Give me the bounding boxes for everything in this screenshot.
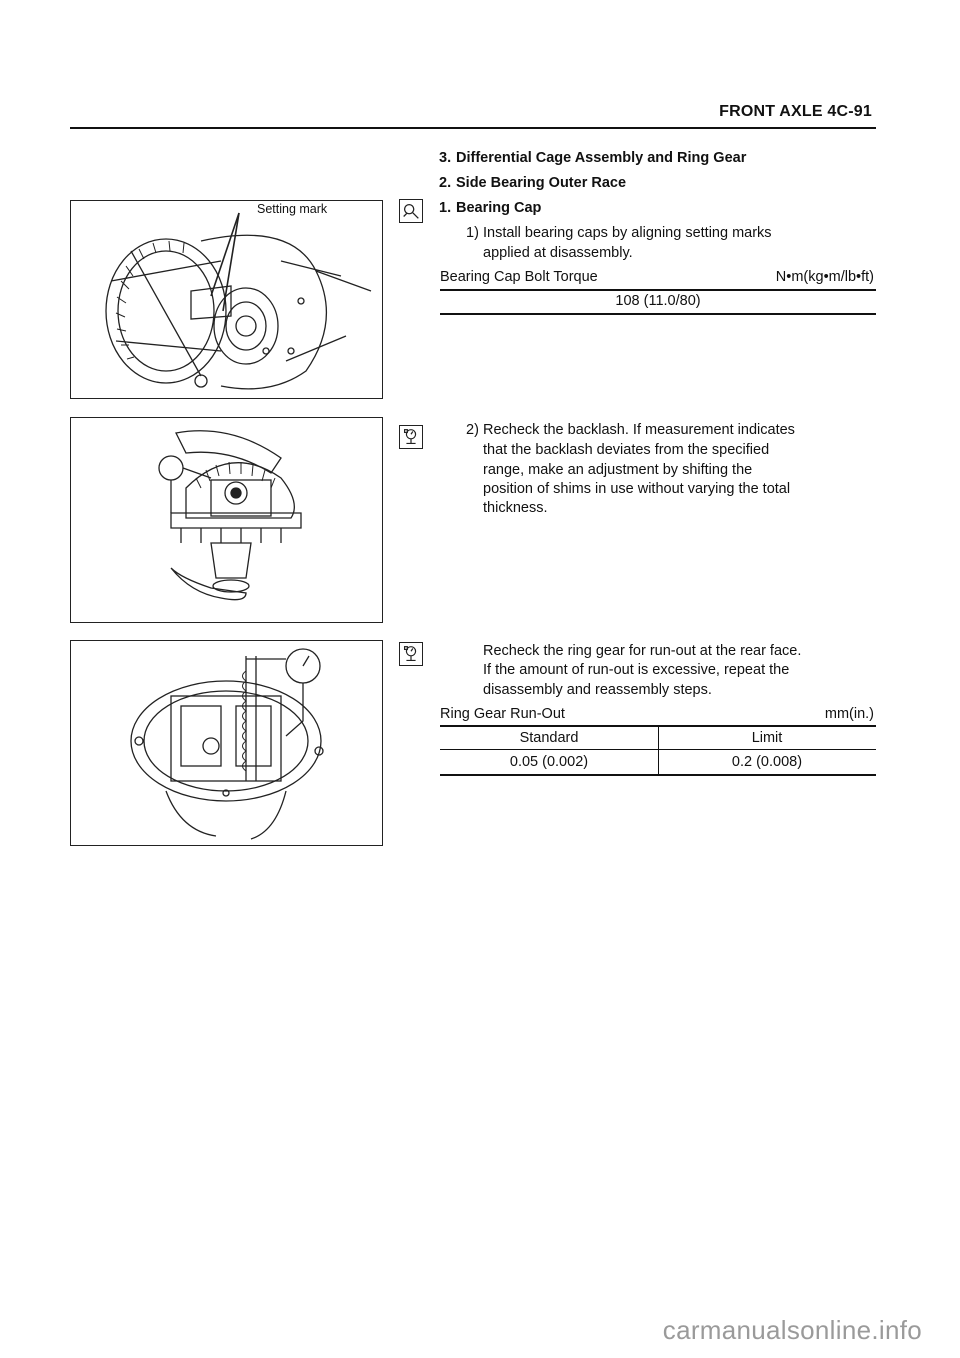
runout-line-2: If the amount of run-out is excessive, repeat the <box>483 662 790 678</box>
runout-header-limit: Limit <box>751 730 783 746</box>
torque-table-rule-bottom <box>440 313 876 315</box>
runout-standard-value: 0.05 (0.002) <box>509 754 589 770</box>
step-1-heading: Bearing Cap <box>456 200 542 216</box>
header-rule <box>70 127 876 129</box>
substep-2-line-2: that the backlash deviates from the specified <box>483 442 770 458</box>
step-1-number: 1. <box>439 200 452 216</box>
step-2-heading: Side Bearing Outer Race <box>456 175 627 191</box>
inspect-magnifier-icon <box>399 199 423 223</box>
runout-table-rule-bottom <box>440 774 876 776</box>
runout-table-unit: mm(in.) <box>824 706 874 722</box>
measure-dial-gauge-icon <box>399 425 423 449</box>
torque-table-label: Bearing Cap Bolt Torque <box>440 269 598 285</box>
runout-line-3: disassembly and reassembly steps. <box>483 682 712 698</box>
substep-1-line-2: applied at disassembly. <box>483 245 633 261</box>
backlash-illustration <box>71 418 382 622</box>
measure-dial-gauge-icon <box>399 642 423 666</box>
substep-2-line-5: thickness. <box>483 500 548 516</box>
substep-2-line-4: position of shims in use without varying the total <box>483 481 791 497</box>
page-header-title: FRONT AXLE 4C-91 <box>719 103 872 120</box>
runout-table-label: Ring Gear Run-Out <box>440 706 565 722</box>
torque-table-value: 108 (11.0/80) <box>615 293 701 309</box>
runout-table-column-divider <box>658 726 659 774</box>
runout-header-standard: Standard <box>519 730 579 746</box>
figure-setting-mark <box>70 200 383 399</box>
step-3-number: 3. <box>439 150 452 166</box>
torque-table-rule-top <box>440 289 876 291</box>
step-2-number: 2. <box>439 175 452 191</box>
substep-2-line-3: range, make an adjustment by shifting the <box>483 462 753 478</box>
differential-illustration <box>71 201 382 398</box>
torque-table-unit: N•m(kg•m/lb•ft) <box>775 269 874 285</box>
runout-illustration <box>71 641 382 845</box>
figure-backlash-check <box>70 417 383 623</box>
watermark: carmanualsonline.info <box>662 1315 922 1345</box>
substep-1-line-1: Install bearing caps by aligning setting marks <box>483 225 772 241</box>
substep-2-line-1: Recheck the backlash. If measurement indicates <box>483 422 795 438</box>
runout-limit-value: 0.2 (0.008) <box>731 754 803 770</box>
substep-1-number: 1) <box>466 225 479 241</box>
step-3-heading: Differential Cage Assembly and Ring Gear <box>456 150 747 166</box>
runout-line-1: Recheck the ring gear for run-out at the rear face. <box>483 643 802 659</box>
figure-runout-check <box>70 640 383 846</box>
figure-setting-mark-label: Setting mark <box>257 202 328 216</box>
substep-2-number: 2) <box>466 422 479 438</box>
